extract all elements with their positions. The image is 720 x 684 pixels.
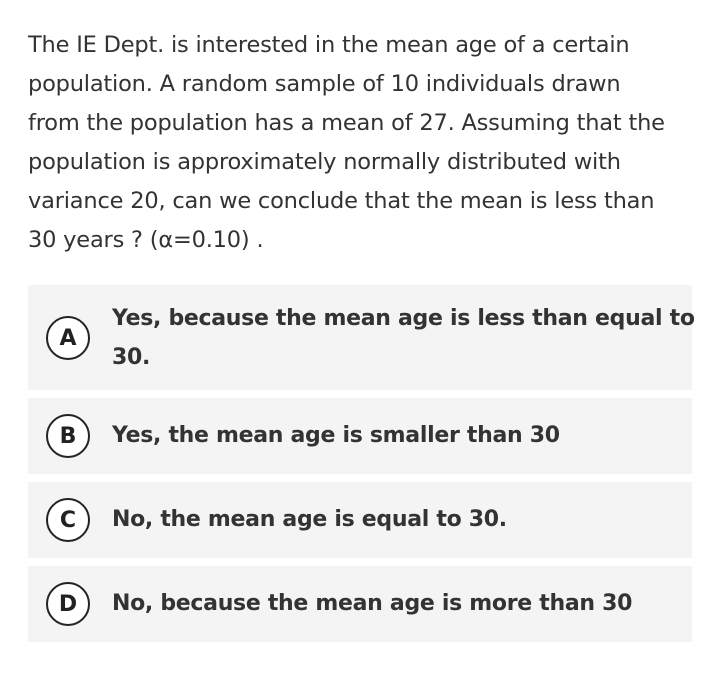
option-letter-badge: C bbox=[46, 498, 90, 542]
option-label bbox=[112, 299, 695, 377]
question-line: population. A random sample of 10 individuals drawn bbox=[28, 71, 621, 97]
question-line: from the population has a mean of 27. Assuming that the bbox=[28, 110, 665, 136]
option-letter-badge: A bbox=[46, 316, 90, 360]
option-label: Yes, the mean age is smaller than 30 bbox=[112, 423, 560, 448]
option-label-line: Yes, because the mean age is less than equal to bbox=[112, 306, 695, 331]
question-line: The IE Dept. is interested in the mean age of a certain bbox=[28, 32, 630, 58]
question-line: population is approximately normally distributed with bbox=[28, 149, 621, 175]
option-label: No, because the mean age is more than 30 bbox=[112, 591, 633, 616]
answer-option-d[interactable] bbox=[28, 566, 692, 642]
option-label-line: 30. bbox=[112, 345, 151, 370]
question-line: 30 years ? (α=0.10) . bbox=[28, 227, 264, 253]
question-text bbox=[28, 26, 698, 260]
option-letter-badge: B bbox=[46, 414, 90, 458]
answer-option-a[interactable] bbox=[28, 285, 695, 390]
option-label: No, the mean age is equal to 30. bbox=[112, 507, 507, 532]
answer-option-c[interactable] bbox=[28, 482, 692, 558]
option-letter-badge: D bbox=[46, 582, 90, 626]
answer-option-b[interactable] bbox=[28, 398, 692, 474]
question-line: variance 20, can we conclude that the mean is less than bbox=[28, 188, 655, 214]
